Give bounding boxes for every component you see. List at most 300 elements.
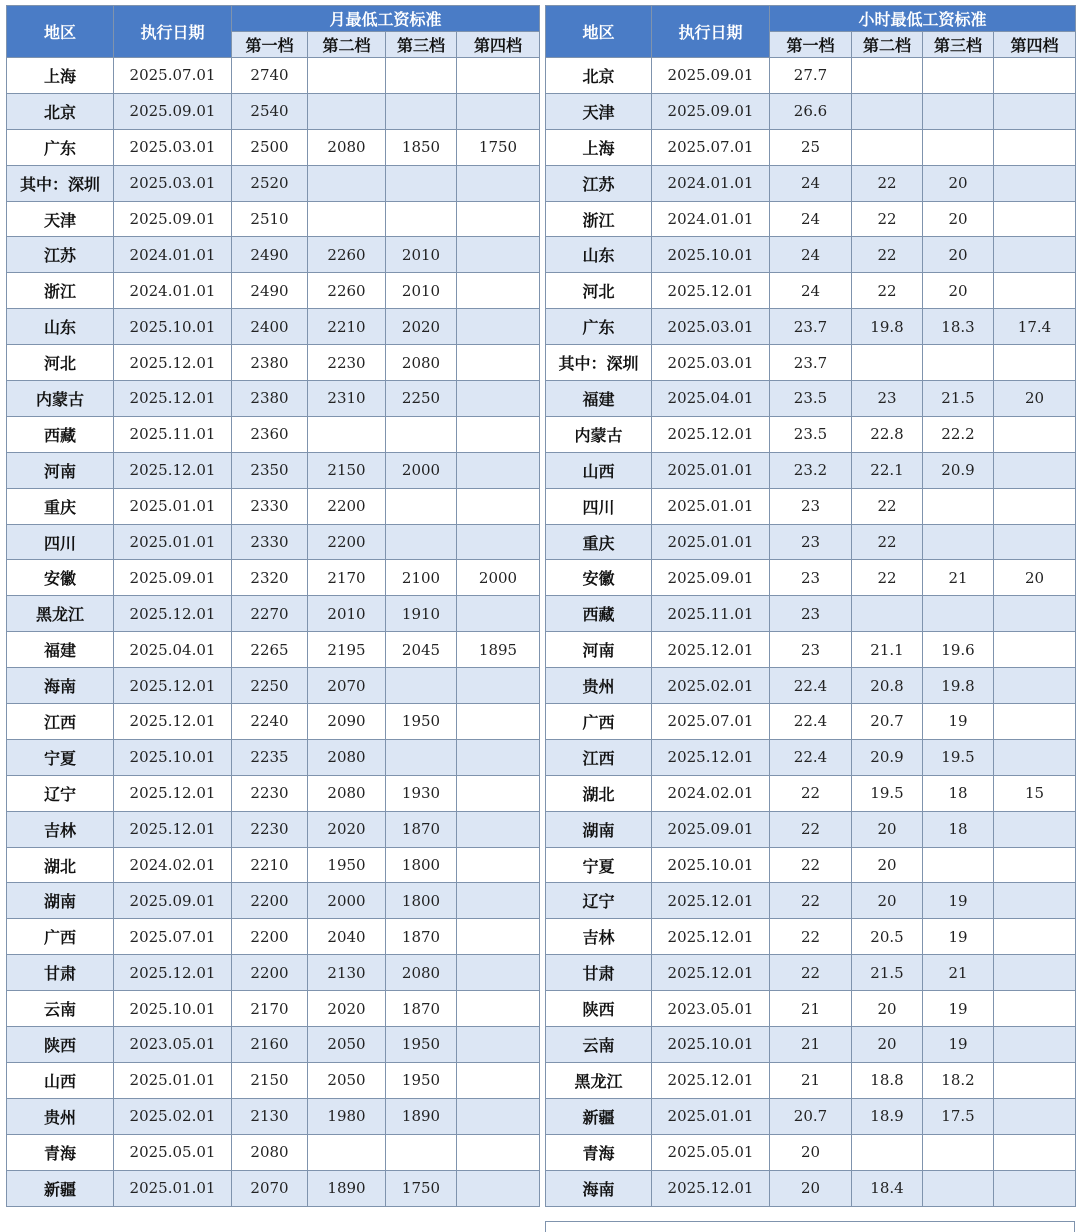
cell-tier-4: 20 [994,560,1076,596]
table-row [546,58,1076,94]
cell-tier-1: 2360 [232,416,308,452]
cell-tier-2: 19.5 [852,775,923,811]
cell-tier-2: 2080 [308,129,386,165]
cell-tier-2: 2010 [308,596,386,632]
cell-tier-2: 2090 [308,704,386,740]
header-tier-2: 第二档 [852,32,923,58]
cell-tier-3: 20 [923,273,994,309]
cell-tier-1: 23.2 [770,452,852,488]
table-row [546,919,1076,955]
cell-tier-3: 17.5 [923,1098,994,1134]
cell-region: 新疆 [7,1170,114,1206]
cell-tier-3: 2045 [386,632,457,668]
table-row [7,488,540,524]
table-row [7,704,540,740]
table-row [546,1098,1076,1134]
cell-tier-4 [457,704,540,740]
cell-tier-2: 18.8 [852,1062,923,1098]
table-row [546,955,1076,991]
cell-region: 其中：深圳 [546,345,652,381]
cell-date: 2025.12.01 [114,704,232,740]
cell-date: 2025.10.01 [114,309,232,345]
table-row [7,93,540,129]
cell-tier-3 [386,1134,457,1170]
cell-tier-4 [994,1170,1076,1206]
cell-tier-3: 19 [923,1027,994,1063]
cell-date: 2025.09.01 [652,58,770,94]
cell-tier-1: 2080 [232,1134,308,1170]
cell-tier-1: 2500 [232,129,308,165]
cell-region: 湖南 [7,883,114,919]
table-row [546,488,1076,524]
cell-tier-1: 21 [770,1027,852,1063]
cell-tier-3: 19 [923,704,994,740]
cell-tier-4 [994,1134,1076,1170]
cell-tier-4 [457,847,540,883]
cell-region: 辽宁 [7,775,114,811]
cell-tier-3: 1870 [386,991,457,1027]
cell-tier-2: 20 [852,991,923,1027]
cell-tier-1: 21 [770,991,852,1027]
header-tier-2: 第二档 [308,32,386,58]
cell-region: 湖北 [546,775,652,811]
cell-tier-1: 2490 [232,273,308,309]
cell-tier-2 [852,58,923,94]
cell-date: 2025.12.01 [114,775,232,811]
cell-tier-2 [308,58,386,94]
cell-region: 青海 [7,1134,114,1170]
cell-region: 浙江 [7,273,114,309]
cell-tier-1: 20.7 [770,1098,852,1134]
header-tier-4: 第四档 [457,32,540,58]
cell-tier-3 [923,847,994,883]
hourly-min-wage-table [545,5,1076,1207]
table-row [546,775,1076,811]
cell-tier-3: 22.2 [923,416,994,452]
cell-date: 2025.09.01 [114,883,232,919]
cell-region: 黑龙江 [546,1062,652,1098]
cell-tier-4 [457,165,540,201]
cell-tier-2: 2195 [308,632,386,668]
cell-tier-4 [457,1098,540,1134]
cell-tier-4 [994,1027,1076,1063]
cell-tier-1: 20 [770,1170,852,1206]
cell-tier-3 [386,488,457,524]
cell-region: 山东 [7,309,114,345]
cell-tier-2: 2200 [308,524,386,560]
cell-region: 河北 [546,273,652,309]
cell-tier-1: 23.5 [770,416,852,452]
table-row [7,1062,540,1098]
cell-region: 安徽 [546,560,652,596]
cell-region: 其中：深圳 [7,165,114,201]
cell-tier-3: 1930 [386,775,457,811]
cell-tier-1: 2380 [232,345,308,381]
cell-tier-1: 22.4 [770,739,852,775]
cell-tier-2: 2210 [308,309,386,345]
cell-tier-1: 24 [770,237,852,273]
cell-tier-2: 20 [852,883,923,919]
cell-date: 2025.03.01 [114,165,232,201]
table-row [7,345,540,381]
table-row [7,1027,540,1063]
cell-date: 2024.01.01 [114,273,232,309]
cell-tier-3: 20.9 [923,452,994,488]
cell-tier-4 [457,381,540,417]
cell-tier-4 [994,416,1076,452]
cell-tier-3 [923,596,994,632]
cell-tier-1: 2330 [232,488,308,524]
cell-tier-1: 23.5 [770,381,852,417]
cell-tier-1: 21 [770,1062,852,1098]
cell-region: 湖北 [7,847,114,883]
cell-tier-4 [994,847,1076,883]
cell-date: 2024.01.01 [652,201,770,237]
cell-tier-1: 23 [770,632,852,668]
cell-tier-4: 15 [994,775,1076,811]
cell-region: 广西 [7,919,114,955]
cell-date: 2025.12.01 [652,416,770,452]
cell-tier-1: 23.7 [770,345,852,381]
table-row [7,811,540,847]
cell-region: 江西 [7,704,114,740]
cell-tier-1: 24 [770,165,852,201]
cell-tier-1: 23 [770,524,852,560]
cell-date: 2025.12.01 [652,1170,770,1206]
cell-tier-2: 23 [852,381,923,417]
cell-tier-4 [457,775,540,811]
cell-date: 2024.01.01 [114,237,232,273]
cell-tier-1: 25 [770,129,852,165]
cell-tier-3: 2080 [386,955,457,991]
cell-tier-2: 2080 [308,775,386,811]
cell-tier-2: 2230 [308,345,386,381]
cell-date: 2025.12.01 [652,919,770,955]
cell-tier-1: 2200 [232,883,308,919]
cell-region: 甘肃 [546,955,652,991]
cell-tier-4 [457,919,540,955]
cell-tier-3: 1950 [386,704,457,740]
table-row [546,273,1076,309]
cell-tier-1: 26.6 [770,93,852,129]
header-group-title: 月最低工资标准 [232,6,540,32]
cell-tier-2 [308,165,386,201]
cell-tier-3: 19 [923,919,994,955]
cell-tier-4 [457,739,540,775]
table-row [546,1170,1076,1206]
cell-tier-2: 2260 [308,273,386,309]
cell-region: 安徽 [7,560,114,596]
cell-region: 内蒙古 [7,381,114,417]
cell-tier-1: 2320 [232,560,308,596]
cell-tier-1: 2160 [232,1027,308,1063]
cell-date: 2025.12.01 [114,811,232,847]
table-row [7,919,540,955]
cell-tier-1: 2210 [232,847,308,883]
cell-tier-1: 27.7 [770,58,852,94]
table-row [7,739,540,775]
cell-tier-1: 22 [770,811,852,847]
cell-tier-2 [852,596,923,632]
cell-tier-1: 24 [770,273,852,309]
table-row [7,955,540,991]
table-row [546,201,1076,237]
cell-tier-2 [852,345,923,381]
cell-tier-3: 18 [923,775,994,811]
cell-date: 2024.01.01 [652,165,770,201]
cell-tier-2: 21.5 [852,955,923,991]
cell-tier-4 [457,201,540,237]
cell-region: 云南 [7,991,114,1027]
header-tier-1: 第一档 [232,32,308,58]
cell-tier-4 [457,1170,540,1206]
cell-region: 江苏 [7,237,114,273]
cell-tier-3: 2010 [386,237,457,273]
cell-tier-3 [386,201,457,237]
cell-tier-1: 2540 [232,93,308,129]
cell-date: 2025.12.01 [652,739,770,775]
cell-tier-2: 22 [852,165,923,201]
table-row [7,237,540,273]
table-row [7,668,540,704]
cell-tier-4 [994,955,1076,991]
table-row [546,883,1076,919]
cell-tier-2: 22 [852,524,923,560]
cell-tier-1: 2265 [232,632,308,668]
cell-tier-4 [457,955,540,991]
cell-region: 天津 [546,93,652,129]
header-group-title: 小时最低工资标准 [770,6,1076,32]
cell-tier-2: 2130 [308,955,386,991]
cell-tier-4 [994,201,1076,237]
cell-tier-2: 20.5 [852,919,923,955]
cell-tier-3: 1910 [386,596,457,632]
table-row [546,452,1076,488]
cell-region: 四川 [546,488,652,524]
cell-tier-4 [994,919,1076,955]
cell-tier-4: 1895 [457,632,540,668]
cell-tier-1: 2250 [232,668,308,704]
cell-date: 2025.05.01 [652,1134,770,1170]
cell-tier-2: 20 [852,811,923,847]
cell-tier-1: 2070 [232,1170,308,1206]
cell-tier-3: 2080 [386,345,457,381]
cell-tier-1: 2350 [232,452,308,488]
cell-region: 天津 [7,201,114,237]
cell-tier-3: 18 [923,811,994,847]
cell-tier-1: 2270 [232,596,308,632]
cell-date: 2025.01.01 [114,524,232,560]
cell-date: 2025.10.01 [652,1027,770,1063]
cell-tier-2: 2200 [308,488,386,524]
cell-tier-4 [457,1062,540,1098]
cell-tier-3: 2000 [386,452,457,488]
cell-tier-1: 2740 [232,58,308,94]
cell-date: 2025.09.01 [652,560,770,596]
cell-tier-2: 22 [852,237,923,273]
cell-date: 2025.12.01 [652,632,770,668]
cell-tier-3: 20 [923,201,994,237]
cell-tier-4 [457,237,540,273]
cell-region: 甘肃 [7,955,114,991]
table-row [546,237,1076,273]
table-row [7,129,540,165]
cell-tier-2: 18.9 [852,1098,923,1134]
cell-tier-1: 23 [770,488,852,524]
cell-tier-3: 19 [923,991,994,1027]
cell-tier-2: 22 [852,201,923,237]
cell-region: 辽宁 [546,883,652,919]
cell-tier-3: 1950 [386,1062,457,1098]
cell-tier-3 [923,524,994,560]
table-row [7,165,540,201]
header-tier-3: 第三档 [386,32,457,58]
cell-tier-4 [457,1134,540,1170]
cell-region: 海南 [7,668,114,704]
cell-tier-3 [386,93,457,129]
cell-date: 2025.01.01 [652,488,770,524]
table-row [546,847,1076,883]
cell-tier-4 [994,129,1076,165]
table-row [7,560,540,596]
cell-region: 吉林 [7,811,114,847]
cell-tier-4 [994,58,1076,94]
cell-tier-2 [308,93,386,129]
table-row [546,165,1076,201]
cell-tier-2: 21.1 [852,632,923,668]
cell-tier-2: 2080 [308,739,386,775]
cell-tier-4 [457,93,540,129]
cell-tier-2: 2020 [308,811,386,847]
cell-tier-1: 23 [770,596,852,632]
cell-tier-1: 2520 [232,165,308,201]
cell-region: 黑龙江 [7,596,114,632]
cell-tier-3: 1850 [386,129,457,165]
cell-tier-1: 22 [770,919,852,955]
cell-tier-1: 2235 [232,739,308,775]
cell-date: 2025.01.01 [652,524,770,560]
table-row [7,381,540,417]
cell-tier-3: 21 [923,955,994,991]
cell-tier-2: 2170 [308,560,386,596]
cell-tier-2 [308,1134,386,1170]
cell-tier-3: 19.5 [923,739,994,775]
cell-tier-4 [994,452,1076,488]
cell-tier-4 [994,883,1076,919]
cell-region: 江苏 [546,165,652,201]
table-row [546,596,1076,632]
cell-tier-3: 1870 [386,811,457,847]
cell-tier-2: 2260 [308,237,386,273]
cell-tier-3: 18.3 [923,309,994,345]
cell-region: 陕西 [7,1027,114,1063]
cell-date: 2025.12.01 [114,452,232,488]
cell-tier-4 [457,1027,540,1063]
cell-tier-4 [994,668,1076,704]
table-row [546,309,1076,345]
cell-tier-3 [386,668,457,704]
cell-date: 2025.02.01 [114,1098,232,1134]
cell-tier-4 [994,93,1076,129]
cell-tier-1: 22 [770,883,852,919]
cell-tier-2: 20 [852,847,923,883]
cell-tier-3 [923,93,994,129]
cell-tier-2: 19.8 [852,309,923,345]
cell-tier-4: 1750 [457,129,540,165]
cell-tier-1: 2130 [232,1098,308,1134]
table-row [7,1098,540,1134]
table-row [546,560,1076,596]
cell-tier-4 [457,488,540,524]
cell-tier-4 [457,524,540,560]
header-region: 地区 [546,6,652,58]
cell-tier-4 [457,811,540,847]
cell-region: 北京 [7,93,114,129]
cell-tier-2: 2150 [308,452,386,488]
cell-date: 2024.02.01 [652,775,770,811]
cell-date: 2025.10.01 [652,237,770,273]
cell-region: 广西 [546,704,652,740]
table-bottom-edge [545,1221,1075,1232]
cell-tier-2: 2000 [308,883,386,919]
cell-tier-1: 22 [770,775,852,811]
cell-tier-4 [994,345,1076,381]
table-row [7,632,540,668]
cell-region: 湖南 [546,811,652,847]
cell-region: 内蒙古 [546,416,652,452]
cell-date: 2025.10.01 [652,847,770,883]
cell-region: 江西 [546,739,652,775]
cell-tier-2: 2310 [308,381,386,417]
cell-region: 贵州 [546,668,652,704]
table-row [7,1170,540,1206]
cell-tier-4 [457,273,540,309]
cell-region: 山东 [546,237,652,273]
table-row [546,811,1076,847]
cell-date: 2025.07.01 [652,129,770,165]
cell-region: 北京 [546,58,652,94]
cell-tier-3: 1750 [386,1170,457,1206]
cell-date: 2023.05.01 [114,1027,232,1063]
cell-region: 河南 [546,632,652,668]
cell-tier-4 [994,488,1076,524]
cell-tier-1: 2230 [232,811,308,847]
cell-tier-3: 19.6 [923,632,994,668]
cell-date: 2025.10.01 [114,991,232,1027]
cell-date: 2025.01.01 [114,1170,232,1206]
header-tier-3: 第三档 [923,32,994,58]
cell-tier-1: 2170 [232,991,308,1027]
cell-tier-2: 22.1 [852,452,923,488]
cell-date: 2025.12.01 [652,1062,770,1098]
cell-tier-4 [994,165,1076,201]
cell-tier-3: 2010 [386,273,457,309]
table-row [7,201,540,237]
cell-tier-4 [994,739,1076,775]
header-region: 地区 [7,6,114,58]
cell-tier-3 [386,58,457,94]
cell-tier-4 [994,524,1076,560]
cell-region: 河北 [7,345,114,381]
cell-date: 2025.03.01 [114,129,232,165]
cell-date: 2025.09.01 [114,560,232,596]
cell-tier-2: 1950 [308,847,386,883]
cell-date: 2025.12.01 [652,883,770,919]
table-row [546,345,1076,381]
cell-tier-3 [386,524,457,560]
table-row [7,416,540,452]
cell-tier-2 [852,129,923,165]
